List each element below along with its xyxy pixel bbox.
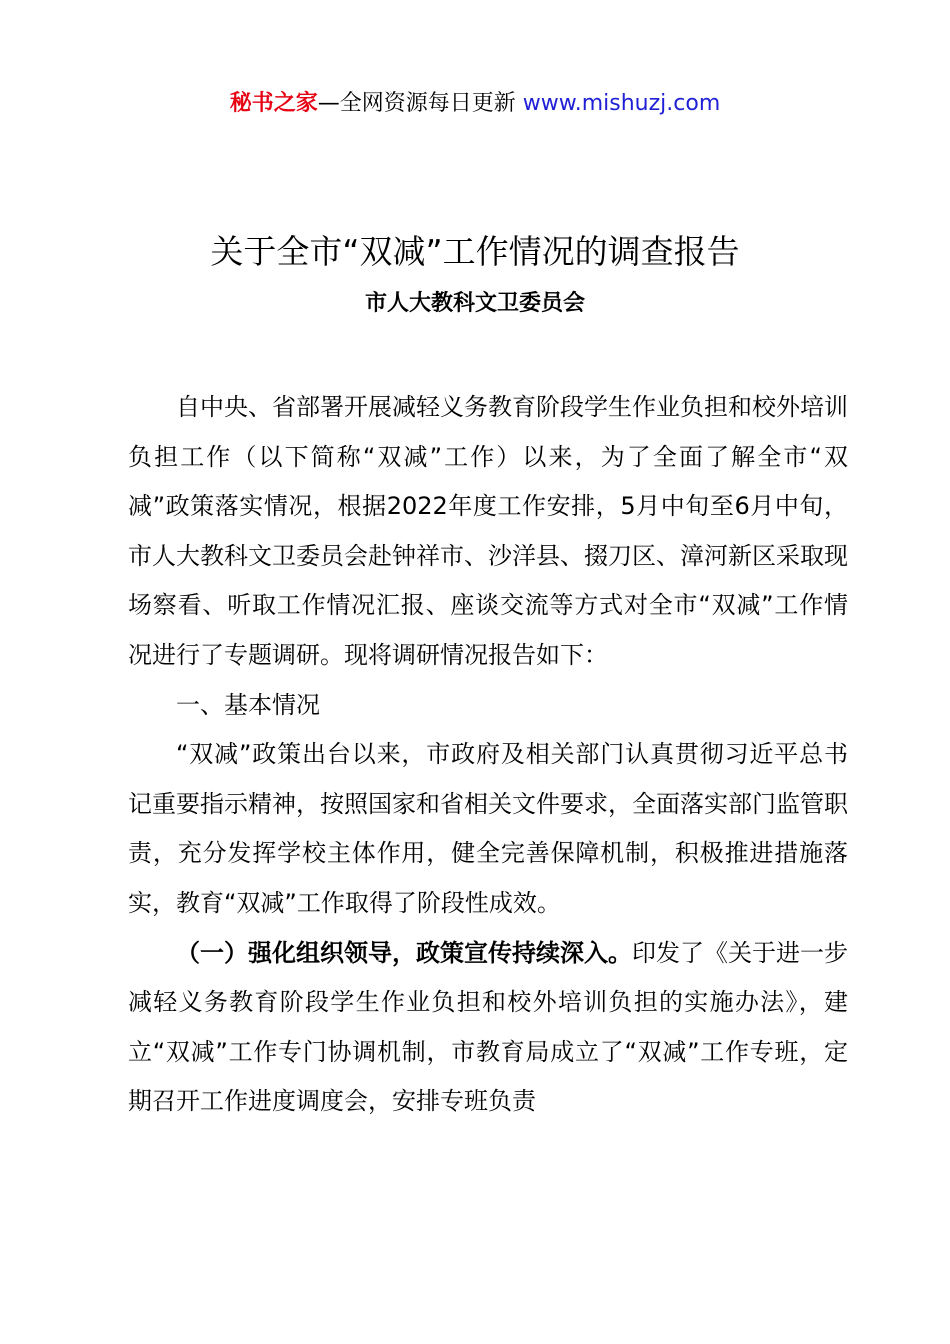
paragraph-intro: 自中央、省部署开展减轻义务教育阶段学生作业负担和校外培训负担工作（以下简称“双减”工作）以来，为了全面了解全市“双减”政策落实情况，根据2022年度工作安排，5月中旬至6月中旬，市人大教科文卫委员会赴钟祥市、沙洋县、掇刀区、漳河新区采取现场察看、听取工作情况汇报、座谈交流等方式对全市“双减”工作情况进行了专题调研。现将调研情况报告如下： xyxy=(128,393,848,669)
site-banner xyxy=(0,86,950,122)
document-body xyxy=(128,383,848,1127)
paragraph-leadership xyxy=(128,929,848,1127)
document-title: 关于全市“双减”工作情况的调查报告 xyxy=(210,232,740,271)
brand-name: 秘书之家 xyxy=(229,91,318,116)
paragraph-overview: “双减”政策出台以来，市政府及相关部门认真贯彻习近平总书记重要指示精神，按照国家和省相关文件要求，全面落实部门监管职责，充分发挥学校主体作用，健全完善保障机制，积极推进措施落实，教育“双减”工作取得了阶段性成效。 xyxy=(128,740,848,917)
paragraph-leadership-lead: （一）强化组织领导，政策宣传持续深入。 xyxy=(176,938,632,967)
document-author: 市人大教科文卫委员会 xyxy=(364,291,585,316)
site-url-link[interactable]: www.mishuzj.com xyxy=(522,91,721,116)
paragraph-leadership-text: 印发了《关于进一步减轻义务教育阶段学生作业负担和校外培训负担的实施办法》，建立“双减”工作专门协调机制，市教育局成立了“双减”工作专班，定期召开工作进度调度会，安排专班负责 xyxy=(128,938,848,1116)
section-heading-basic: 一、基本情况 xyxy=(176,690,320,719)
banner-tagline: —全网资源每日更新 xyxy=(317,91,523,116)
